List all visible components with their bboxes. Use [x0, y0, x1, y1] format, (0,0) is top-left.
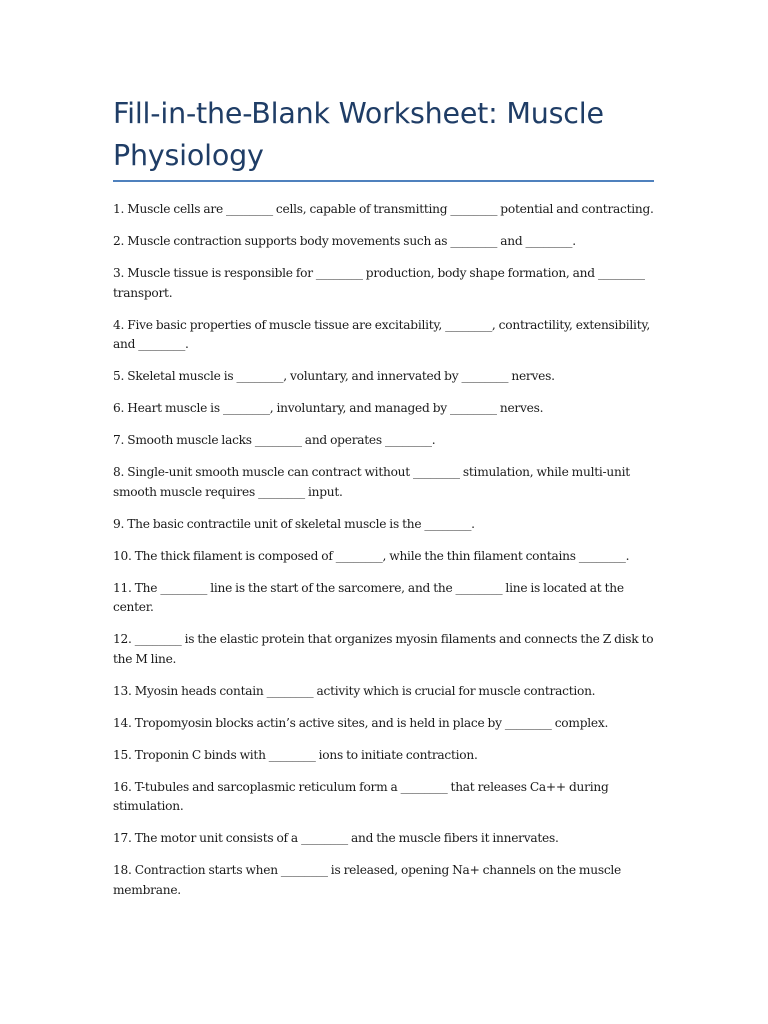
question-11: 11. The ________ line is the start of the sarcomere, and the ________ line is located at the center.: [113, 580, 624, 614]
question-1: 1. Muscle cells are ________ cells, capable of transmitting ________ potential and contracting.: [113, 202, 654, 216]
question-5: 5. Skeletal muscle is ________, voluntary, and innervated by ________ nerves.: [113, 369, 555, 383]
question-12: 12. ________ is the elastic protein that organizes myosin filaments and connects the Z disk to the M line.: [113, 632, 654, 666]
question-3: 3. Muscle tissue is responsible for ________ production, body shape formation, and ________ transport.: [113, 266, 645, 300]
question-13: 13. Myosin heads contain ________ activity which is crucial for muscle contraction.: [113, 683, 596, 698]
worksheet-title: Fill-in-the-Blank Worksheet: Muscle Physiology: [113, 97, 604, 172]
question-4: 4. Five basic properties of muscle tissue are excitability, ________, contractility, extensibility, and ________.: [113, 317, 650, 351]
question-10: 10. The thick filament is composed of ________, while the thin filament contains ________.: [113, 548, 630, 563]
question-17: 17. The motor unit consists of a ________ and the muscle fibers it innervates.: [113, 831, 559, 845]
question-6: 6. Heart muscle is ________, involuntary, and managed by ________ nerves.: [113, 401, 544, 415]
title-divider: [113, 180, 654, 182]
question-9: 9. The basic contractile unit of skeletal muscle is the ________.: [113, 516, 475, 531]
question-2: 2. Muscle contraction supports body movements such as ________ and ________.: [113, 234, 576, 248]
question-7: 7. Smooth muscle lacks ________ and operates ________.: [113, 433, 436, 447]
question-8: 8. Single-unit smooth muscle can contract without ________ stimulation, while multi-unit smooth muscle requires ________ input.: [113, 465, 630, 499]
question-16: 16. T-tubules and sarcoplasmic reticulum form a ________ that releases Ca++ during stimulation.: [113, 779, 609, 813]
question-18: 18. Contraction starts when ________ is released, opening Na+ channels on the muscle membrane.: [113, 863, 622, 897]
question-15: 15. Troponin C binds with ________ ions to initiate contraction.: [113, 747, 478, 762]
question-list: [113, 200, 665, 913]
question-14: 14. Tropomyosin blocks actin’s active sites, and is held in place by ________ complex.: [113, 715, 609, 730]
